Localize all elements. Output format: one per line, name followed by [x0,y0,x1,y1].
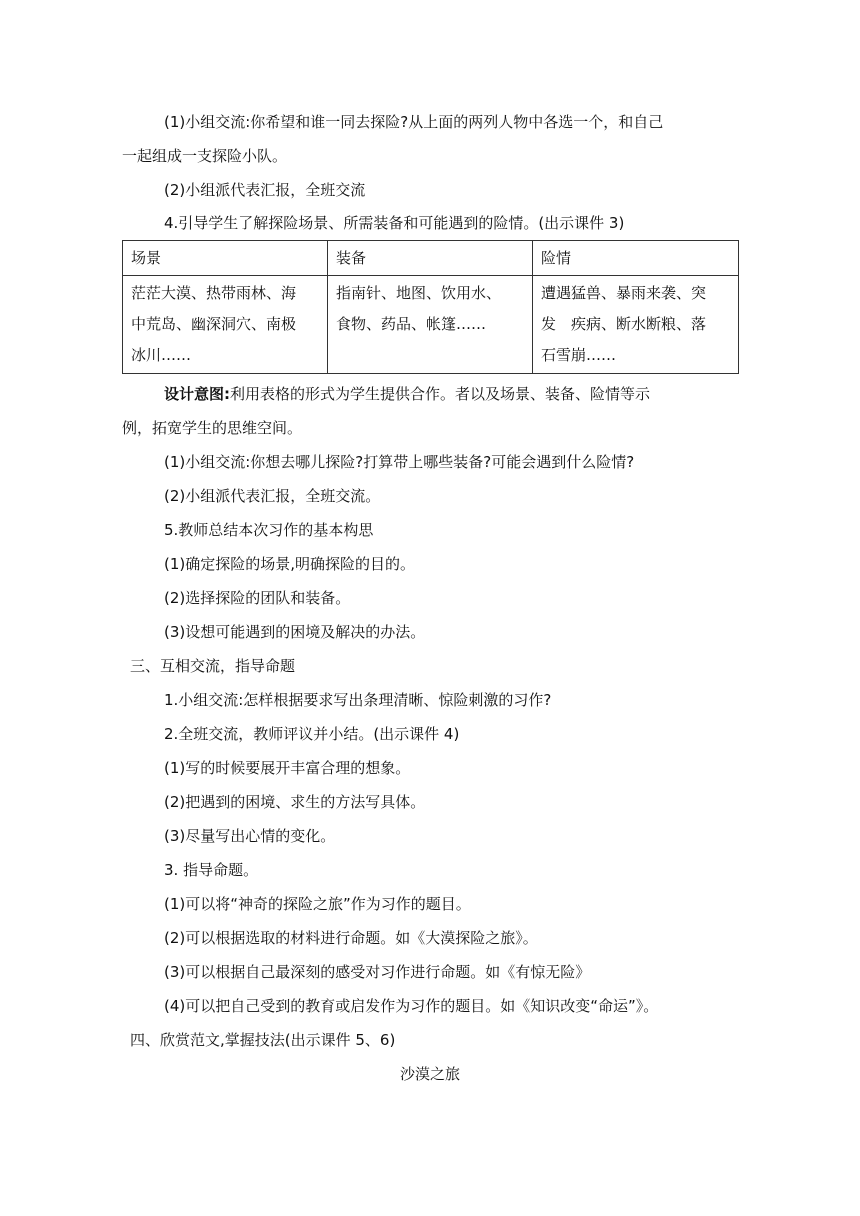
paragraph-line: (2)可以根据选取的材料进行命题。如《大漠探险之旅》。 [164,929,538,947]
table-row [123,276,739,374]
table-header-cell: 险情 [533,241,739,276]
paragraph-line: 4.引导学生了解探险场景、所需装备和可能遇到的险情。(出示课件 3) [164,214,625,232]
design-intent-line [164,384,650,404]
paragraph-line: (1)小组交流:你希望和谁一同去探险?从上面的两列人物中各选一个，和自己 [164,113,664,131]
paragraph-line: 1.小组交流:怎样根据要求写出条理清晰、惊险刺激的习作? [164,691,552,709]
paragraph-line: (2)小组派代表汇报，全班交流 [164,181,366,199]
paragraph-line: (3)设想可能遇到的困境及解决的办法。 [164,623,426,641]
paragraph-line: (2)把遇到的困境、求生的方法写具体。 [164,793,426,811]
cell-line: 石雪崩…… [541,346,617,364]
paragraph-line: 一起组成一支探险小队。 [122,147,288,165]
paragraph-line: (3)尽量写出心情的变化。 [164,827,336,845]
cell-line: 冰川…… [131,346,192,364]
cell-line: 食物、药品、帐篷…… [336,315,487,333]
paragraph-line: 2.全班交流，教师评议并小结。(出示课件 4) [164,725,460,743]
cell-line: 茫茫大漠、热带雨林、海 [131,284,297,302]
section-heading: 三、互相交流，指导命题 [130,657,296,675]
paragraph-line: (1)可以将“神奇的探险之旅”作为习作的题目。 [164,895,471,913]
paragraph-line: (3)可以根据自己最深刻的感受对习作进行命题。如《有惊无险》 [164,963,591,981]
table-header-row [123,241,739,276]
exploration-table [122,240,739,374]
cell-line: 指南针、地图、饮用水、 [336,284,502,302]
design-intent-label: 设计意图: [164,385,230,403]
paragraph-line: (1)小组交流:你想去哪儿探险?打算带上哪些装备?可能会遇到什么险情? [164,453,635,471]
paragraph-line: (1)确定探险的场景,明确探险的目的。 [164,555,416,573]
cell-line: 遭遇猛兽、暴雨来袭、突 [541,284,707,302]
table-header-cell: 场景 [123,241,328,276]
paragraph-line: 5.教师总结本次习作的基本构思 [164,521,374,539]
essay-title: 沙漠之旅 [399,1065,460,1083]
paragraph-line: (2)小组派代表汇报，全班交流。 [164,487,381,505]
paragraph-line: 3. 指导命题。 [164,861,259,879]
table-header-cell: 装备 [328,241,533,276]
paragraph-line: (4)可以把自己受到的教育或启发作为习作的题目。如《知识改变“命运”》。 [164,997,659,1015]
paragraph-line: (1)写的时候要展开丰富合理的想象。 [164,759,411,777]
table-cell-dangers [533,276,739,374]
cell-line: 发 疾病、断水断粮、落 [541,315,707,333]
design-intent-text: 利用表格的形式为学生提供合作。者以及场景、装备、险情等示 [230,385,651,403]
paragraph-line: 例，拓宽学生的思维空间。 [122,419,303,437]
paragraph-line: (2)选择探险的团队和装备。 [164,589,351,607]
cell-line: 中荒岛、幽深洞穴、南极 [131,315,297,333]
table-cell-equipment [328,276,533,374]
section-heading: 四、欣赏范文,掌握技法(出示课件 5、6) [130,1031,396,1049]
table-cell-scenes [123,276,328,374]
